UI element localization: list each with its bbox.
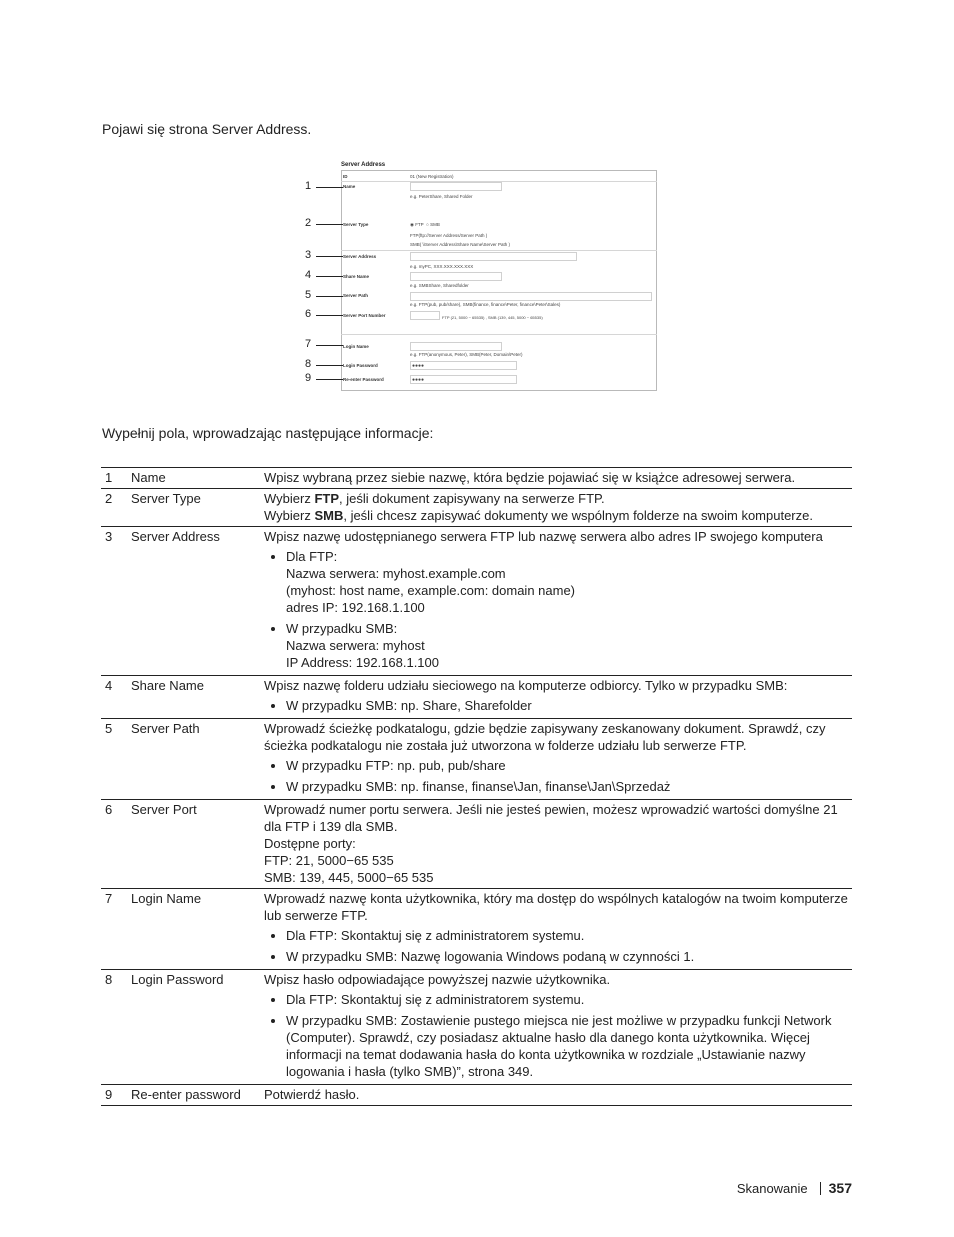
login-name-input[interactable] — [410, 342, 502, 351]
field-name: Re-enter password — [131, 1087, 241, 1102]
bullet-item — [286, 757, 848, 774]
row-number: 4 — [105, 678, 113, 693]
field-name: Share Name — [131, 678, 204, 693]
description-line — [264, 507, 848, 524]
name-hint: e.g. PeterShare, Shared Folder — [410, 194, 473, 199]
bullet-item — [286, 927, 848, 944]
callout-8: 8 — [305, 358, 312, 370]
bullet-line: Nazwa serwera: myhost — [286, 638, 425, 653]
callout-line — [316, 296, 343, 297]
field-description — [260, 1085, 852, 1106]
fields-table — [101, 467, 852, 1106]
bullet-line: • Dla FTP: — [286, 549, 338, 564]
row-number: 5 — [105, 721, 113, 736]
description-text: Wprowadź numer portu serwera. Jeśli nie jesteś pewien, możesz wprowadzić wartości domyślne 21 dla FTP i 139 dla SMB. — [264, 802, 838, 834]
bullet-line: adres IP: 192.168.1.100 — [286, 600, 425, 615]
callout-2: 2 — [305, 217, 312, 229]
option-name: SMB — [314, 508, 344, 523]
table-row — [101, 676, 852, 719]
field-description — [260, 800, 852, 889]
login-name-hint: e.g. FTP(anonymous, Peter), SMB(Peter, Domain\Peter) — [410, 352, 523, 357]
screenshot-title: Server Address — [341, 162, 386, 168]
bullet-line: • W przypadku SMB: — [286, 621, 398, 636]
field-description — [260, 676, 852, 719]
description-text: , jeśli chcesz zapisywać dokumenty we wspólnym folderze na swoim komputerze. — [343, 508, 813, 523]
bullet-item — [286, 620, 848, 671]
description-text: Potwierdź hasło. — [264, 1087, 360, 1102]
description-text: Wprowadź nazwę konta użytkownika, który ma dostęp do wspólnych katalogów na twoim komputerze lub serwerze FTP. — [264, 891, 848, 923]
reenter-password-input[interactable] — [410, 375, 517, 384]
table-row — [101, 719, 852, 800]
reenter-password-value: ●●●● — [412, 377, 425, 383]
server-port-label: Server Port Number — [343, 313, 386, 318]
bullet-item — [286, 1012, 848, 1080]
bullet-list — [264, 991, 848, 1080]
server-type-hint-smb: SMB( \\Server Address\Share Name\Server Path ) — [410, 242, 511, 247]
page-footer — [700, 1180, 852, 1196]
bullet-item — [286, 778, 848, 795]
login-password-value: ●●●● — [412, 363, 425, 369]
server-port-hint: FTP (21, 5000 ~ 65535) , SMB (139, 445, 5000 ~ 65535) — [442, 315, 543, 320]
login-password-label: Login Password — [343, 363, 378, 368]
login-name-label: Login Name — [343, 344, 369, 349]
field-name: Server Type — [131, 491, 201, 506]
reenter-password-label: Re-enter Password — [343, 377, 384, 382]
ftp-radio-label: FTP — [415, 222, 424, 227]
callout-5: 5 — [305, 289, 312, 301]
bullet-line: • Dla FTP: Skontaktuj się z administratorem systemu. — [286, 992, 585, 1007]
callout-9: 9 — [305, 372, 312, 384]
description-text: Wpisz hasło odpowiadające powyższej nazwie użytkownika. — [264, 972, 611, 987]
field-description — [260, 527, 852, 676]
field-name: Server Path — [131, 721, 200, 736]
row-number: 7 — [105, 891, 113, 906]
footer-divider — [820, 1182, 821, 1195]
description-line — [264, 490, 848, 507]
callout-1: 1 — [305, 180, 312, 192]
bullet-line: Nazwa serwera: myhost.example.com — [286, 566, 506, 581]
row-number: 8 — [105, 972, 113, 987]
bullet-line: • W przypadku SMB: np. Share, Sharefolder — [286, 698, 532, 713]
bullet-item — [286, 991, 848, 1008]
bullet-list — [264, 697, 848, 714]
section-name: Skanowanie — [736, 1181, 808, 1196]
field-name: Server Port — [131, 802, 197, 817]
description-text: Wpisz nazwę folderu udziału sieciowego na komputerze odbiorcy. Tylko w przypadku SMB: — [264, 678, 788, 693]
bullet-line: • W przypadku SMB: np. finanse, finanse\Jan, finanse\Jan\Sprzedaż — [286, 779, 671, 794]
table-row — [101, 970, 852, 1085]
row-number: 2 — [105, 491, 113, 506]
callout-line — [316, 224, 343, 225]
field-description — [260, 468, 852, 489]
table-row — [101, 527, 852, 676]
callout-line — [316, 276, 343, 277]
row-number: 9 — [105, 1087, 113, 1102]
bullet-item — [286, 697, 848, 714]
server-type-hint-ftp: FTP(ftp://Server Address/Server Path ) — [410, 233, 488, 238]
bullet-item — [286, 948, 848, 965]
server-type-label: Server Type — [343, 222, 369, 227]
callout-7: 7 — [305, 338, 312, 350]
server-address-hint: e.g. myPC, XXX.XXX.XXX.XXX — [410, 264, 474, 269]
description-text: Wybierz — [264, 491, 315, 506]
server-address-input[interactable] — [410, 252, 577, 261]
table-row — [101, 489, 852, 527]
description-text: Wprowadź ścieżkę podkatalogu, gdzie będzie zapisywany zeskanowany dokument. Sprawdź, czy ścieżka podkatalogu nie została już utworzona w folderze udziału lub serwerze FTP. — [264, 721, 826, 753]
bullet-line: • W przypadku FTP: np. pub, pub/share — [286, 758, 506, 773]
name-label: Name — [343, 184, 356, 189]
description-text: Wpisz wybraną przez siebie nazwę, która będzie pojawiać się w książce adresowej serwera. — [264, 470, 796, 485]
callout-line — [316, 256, 343, 257]
id-value: 01 (New Registration) — [410, 174, 454, 179]
bullet-list — [264, 757, 848, 795]
divider — [341, 334, 657, 335]
callout-line — [316, 315, 343, 316]
bullet-list — [264, 548, 848, 671]
description-text: Wybierz — [264, 508, 315, 523]
field-name: Server Address — [131, 529, 220, 544]
field-name: Login Name — [131, 891, 202, 906]
row-number: 1 — [105, 470, 113, 485]
server-path-label: Server Path — [343, 293, 369, 298]
intro-text: Pojawi się strona Server Address. — [102, 121, 312, 137]
bullet-line: • W przypadku SMB: Zostawienie pustego miejsca nie jest możliwe w przypadku funkcji Network (Computer). Sprawdź, czy posiadasz aktualne hasło dla danego konta użytkownika. Więcej informacji na temat dodawania hasła do konta użytkownika w rozdziale „Ustawianie nazwy logowania i hasła (tylko SMB)”, strona 349. — [286, 1013, 832, 1079]
divider — [341, 250, 657, 251]
server-address-screenshot — [300, 160, 670, 392]
table-row — [101, 1085, 852, 1106]
table-row — [101, 468, 852, 489]
field-name: Login Password — [131, 972, 224, 987]
row-number: 3 — [105, 529, 113, 544]
share-name-hint: e.g. SMBShare, Sharedfolder — [410, 283, 469, 288]
server-path-hint: e.g. FTP(pub, pub/share), SMB(finance, finance\Peter, finance\Peter\Sales) — [410, 302, 561, 307]
row-number: 6 — [105, 802, 113, 817]
bullet-line: (myhost: host name, example.com: domain name) — [286, 583, 576, 598]
description-text: Dostępne porty: — [264, 836, 356, 851]
field-name: Name — [131, 470, 166, 485]
option-name: FTP — [314, 491, 340, 506]
callout-line — [316, 379, 343, 380]
field-description — [260, 889, 852, 970]
bullet-item — [286, 548, 848, 616]
name-input[interactable] — [410, 182, 502, 191]
server-port-input[interactable] — [410, 311, 440, 320]
share-name-input[interactable] — [410, 272, 502, 281]
page-number: 357 — [828, 1180, 852, 1196]
description-text: Wpisz nazwę udostępnianego serwera FTP lub nazwę serwera albo adres IP swojego komputera — [264, 529, 823, 544]
callout-6: 6 — [305, 308, 312, 320]
login-password-input[interactable] — [410, 361, 517, 370]
smb-radio-label: SMB — [430, 222, 440, 227]
bullet-line: • Dla FTP: Skontaktuj się z administratorem systemu. — [286, 928, 585, 943]
callout-4: 4 — [305, 269, 312, 281]
description-text: SMB: 139, 445, 5000−65 535 — [264, 870, 434, 885]
share-name-label: Share Name — [343, 274, 370, 279]
field-description — [260, 489, 852, 527]
bullet-list — [264, 927, 848, 965]
server-path-input[interactable] — [410, 292, 652, 301]
bullet-line: • W przypadku SMB: Nazwę logowania Windows podaną w czynności 1. — [286, 949, 695, 964]
callout-line — [316, 345, 343, 346]
description-text: FTP: 21, 5000−65 535 — [264, 853, 394, 868]
server-type-radios[interactable]: ◉ FTP ○ SMB — [410, 222, 440, 227]
table-intro-text: Wypełnij pola, wprowadzając następujące informacje: — [102, 425, 434, 441]
callout-line — [316, 365, 343, 366]
field-description — [260, 970, 852, 1085]
table-row — [101, 800, 852, 889]
callout-3: 3 — [305, 249, 312, 261]
table-row — [101, 889, 852, 970]
bullet-line: IP Address: 192.168.1.100 — [286, 655, 439, 670]
callout-line — [316, 187, 343, 188]
id-label: ID — [343, 174, 348, 179]
field-description — [260, 719, 852, 800]
server-address-label: Server Address — [343, 254, 377, 259]
description-text: , jeśli dokument zapisywany na serwerze FTP. — [339, 491, 605, 506]
